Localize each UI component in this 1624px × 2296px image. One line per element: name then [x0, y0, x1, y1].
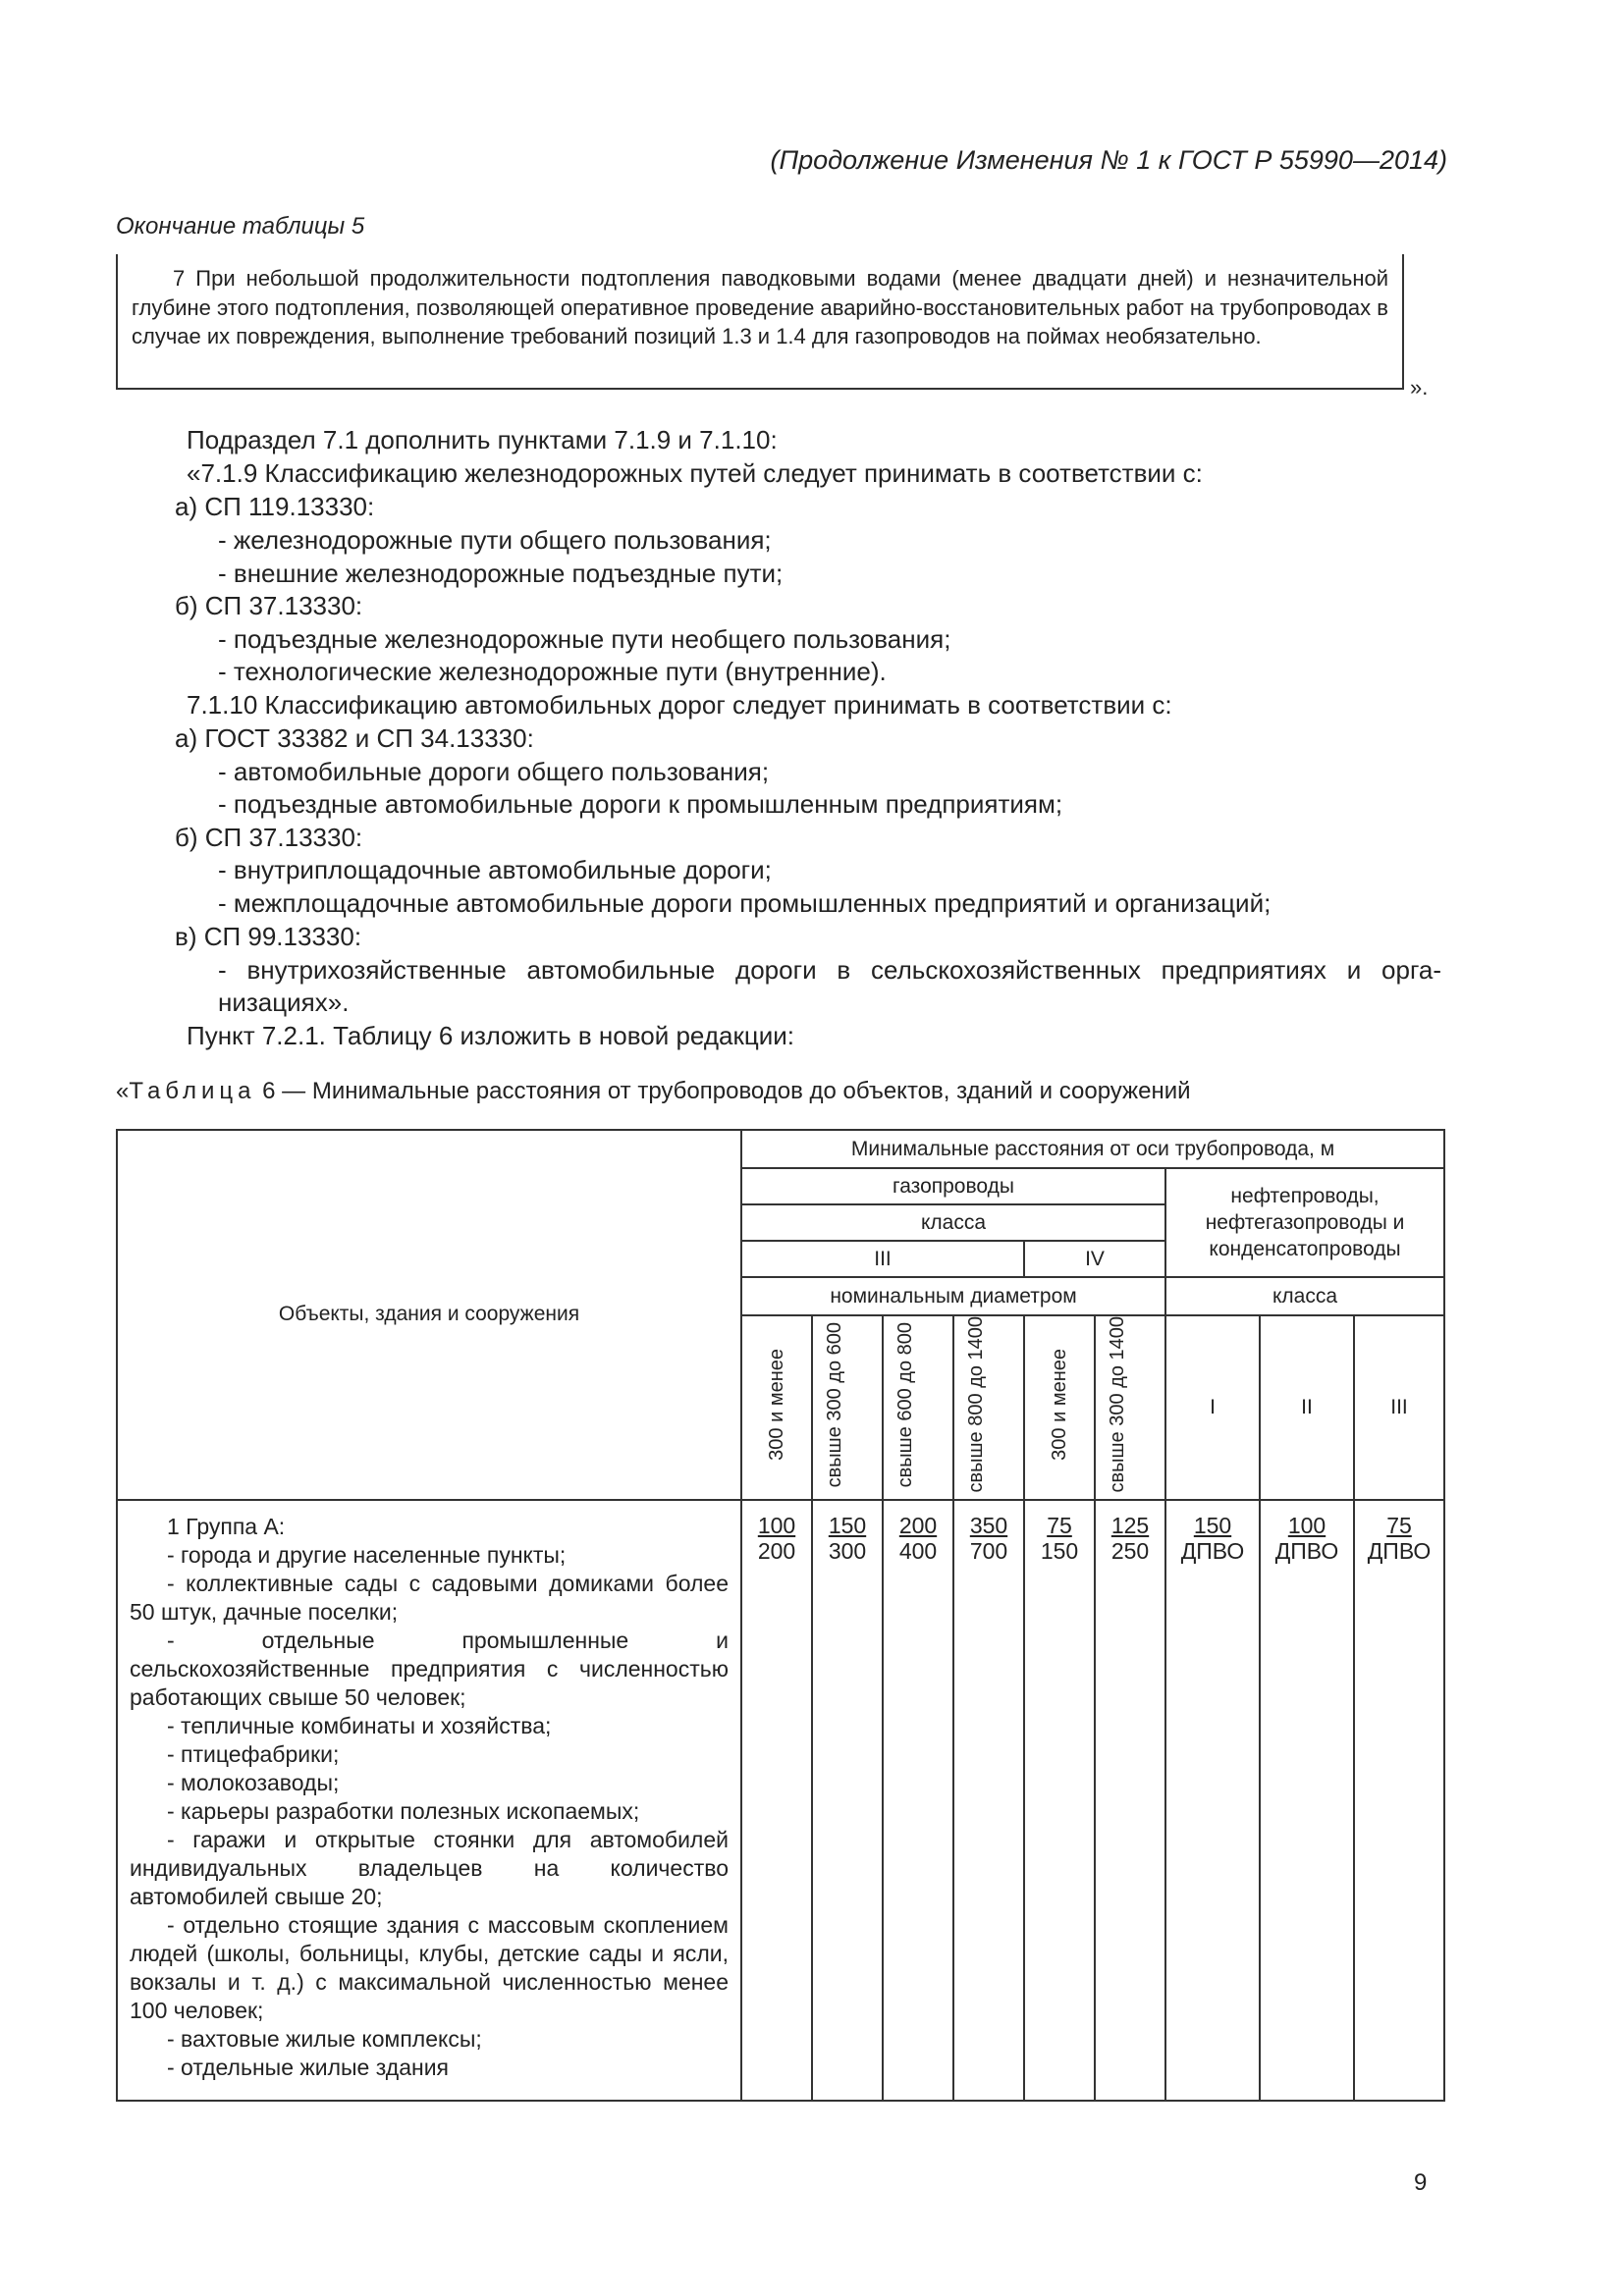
table6-title-prefix: « — [116, 1078, 130, 1104]
row1-item: - отдельные жилые здания — [167, 2054, 449, 2080]
body-line: - внутрихозяйственные автомобильные дороги в сельскохозяйственных предприятиях и орга- — [218, 955, 1441, 985]
diam-col-2 — [812, 1315, 883, 1500]
row1-value — [1024, 1500, 1095, 2101]
table5-note-text: 7 При небольшой продолжительности подтопления паводковыми водами (менее двадцати дней) и незначительной глубине этого подтопления, позволяющей оперативное проведение аварийно-восстановительных работ на трубопроводах в случае их повреждения, выполнение требований позиций 1.3 и 1.4 для газопроводов на поймах необязательно. — [132, 266, 1388, 348]
body-line: Подраздел 7.1 дополнить пунктами 7.1.9 и 7.1.10: — [187, 425, 778, 454]
body-line: - подъездные железнодорожные пути необщего пользования; — [218, 624, 951, 654]
body-line: в) СП 99.13330: — [175, 922, 362, 951]
row1-item: - коллективные сады с садовыми домиками более 50 штук, дачные поселки; — [130, 1570, 729, 1625]
diam-col-5 — [1024, 1315, 1095, 1500]
value-top: 150 — [1193, 1512, 1232, 1538]
value-top: 350 — [969, 1512, 1008, 1538]
oil-col-2: II — [1260, 1315, 1354, 1500]
value-bottom: 700 — [969, 1537, 1008, 1564]
body-line: - автомобильные дороги общего пользования; — [218, 757, 770, 786]
header-objects: Объекты, здания и сооружения — [117, 1130, 741, 1500]
row1-value — [812, 1500, 883, 2101]
row1-value — [741, 1500, 812, 2101]
diam-col-label: свыше 600 до 800 — [894, 1321, 916, 1487]
table6-title-rest: 6 — Минимальные расстояния от трубопроводов до объектов, зданий и сооружений — [255, 1078, 1191, 1104]
value-bottom: 150 — [1040, 1537, 1079, 1564]
header-oil-class: класса — [1165, 1277, 1444, 1315]
row1-item: - вахтовые жилые комплексы; — [167, 2025, 482, 2052]
diam-col-1 — [741, 1315, 812, 1500]
body-line: - железнодорожные пути общего пользования; — [218, 525, 772, 555]
row1-title: 1 Группа А: — [167, 1513, 286, 1539]
body-line: «7.1.9 Классификацию железнодорожных путей следует принимать в соответствии с: — [187, 458, 1203, 488]
header-nominal-diameter: номинальным диаметром — [741, 1277, 1165, 1315]
header-min-distance: Минимальные расстояния от оси трубопровода, м — [741, 1130, 1444, 1168]
diam-col-label: свыше 800 до 1400 — [965, 1316, 987, 1493]
row1-value — [1354, 1500, 1444, 2101]
row1-value — [1165, 1500, 1260, 2101]
row1-item: - отдельные промышленные и сельскохозяйственные предприятия с численностью работающих свыше 50 человек; — [130, 1627, 729, 1710]
row1-item: - молокозаводы; — [167, 1769, 340, 1795]
header-class-3: III — [741, 1241, 1024, 1277]
body-line: Пункт 7.2.1. Таблицу 6 изложить в новой редакции: — [187, 1021, 794, 1050]
row1-item: - города и другие населенные пункты; — [167, 1541, 567, 1568]
diam-col-3 — [883, 1315, 953, 1500]
body-line: 7.1.10 Классификацию автомобильных дорог следует принимать в соответствии с: — [187, 690, 1172, 720]
row1-objects — [117, 1500, 741, 2101]
body-line: а) СП 119.13330: — [175, 492, 375, 521]
body-line: - технологические железнодорожные пути (внутренние). — [218, 657, 887, 686]
table5-note-box — [116, 254, 1404, 390]
table6-title-word: Таблица — [129, 1078, 256, 1104]
body-line: б) СП 37.13330: — [175, 591, 363, 620]
header-gas-class: класса — [741, 1204, 1165, 1241]
value-top: 125 — [1110, 1512, 1150, 1538]
body-line: низациях». — [218, 988, 350, 1017]
body-line: - подъездные автомобильные дороги к промышленным предприятиям; — [218, 789, 1063, 819]
diam-col-label: свыше 300 до 1400 — [1107, 1316, 1128, 1493]
value-bottom: ДПВО — [1367, 1537, 1432, 1564]
row1-item: - тепличные комбинаты и хозяйства; — [167, 1712, 552, 1738]
page-number: 9 — [1414, 2169, 1428, 2196]
row1-value — [883, 1500, 953, 2101]
value-top: 75 — [1047, 1512, 1072, 1538]
table6-title — [116, 1078, 1191, 1105]
diam-col-6 — [1095, 1315, 1165, 1500]
value-top: 200 — [898, 1512, 938, 1538]
value-bottom: ДПВО — [1180, 1537, 1245, 1564]
value-bottom: 200 — [757, 1537, 796, 1564]
continuation-header: (Продолжение Изменения № 1 к ГОСТ Р 55990—2014) — [770, 145, 1447, 175]
value-top: 100 — [757, 1512, 796, 1538]
diam-col-label: 300 и менее — [765, 1348, 787, 1461]
row1-value — [1095, 1500, 1165, 2101]
value-top: 75 — [1386, 1512, 1412, 1538]
body-line: - внешние железнодорожные подъездные пути; — [218, 559, 784, 588]
row1-value — [1260, 1500, 1354, 2101]
diam-col-label: свыше 300 до 600 — [824, 1321, 845, 1487]
table5-end-caption: Окончание таблицы 5 — [116, 213, 365, 240]
table6 — [116, 1129, 1445, 2102]
diam-col-4 — [953, 1315, 1024, 1500]
body-line: а) ГОСТ 33382 и СП 34.13330: — [175, 723, 534, 753]
table5-closing-quote: ». — [1410, 375, 1429, 400]
header-oil-pipelines: нефтепроводы, нефтегазопроводы и конденсатопроводы — [1165, 1168, 1444, 1277]
row1-item: - птицефабрики; — [167, 1740, 340, 1767]
value-top: 150 — [828, 1512, 867, 1538]
body-line: - внутриплощадочные автомобильные дороги; — [218, 855, 772, 884]
row1-item: - гаражи и открытые стоянки для автомобилей индивидуальных владельцев на количество автомобилей свыше 20; — [130, 1826, 729, 1909]
oil-col-1: I — [1165, 1315, 1260, 1500]
header-class-4: IV — [1024, 1241, 1165, 1277]
value-bottom: 300 — [828, 1537, 867, 1564]
value-bottom: 250 — [1110, 1537, 1150, 1564]
diam-col-label: 300 и менее — [1048, 1348, 1070, 1461]
row1-item: - отдельно стоящие здания с массовым скоплением людей (школы, больницы, клубы, детские сады и ясли, вокзалы и т. д.) с максимальной численностью менее 100 человек; — [130, 1911, 729, 2023]
row1-value — [953, 1500, 1024, 2101]
value-top: 100 — [1287, 1512, 1326, 1538]
value-bottom: ДПВО — [1274, 1537, 1339, 1564]
header-gas-pipelines: газопроводы — [741, 1168, 1165, 1204]
row1-item: - карьеры разработки полезных ископаемых; — [167, 1797, 640, 1824]
value-bottom: 400 — [898, 1537, 938, 1564]
body-line: б) СП 37.13330: — [175, 823, 363, 852]
oil-col-3: III — [1354, 1315, 1444, 1500]
body-line: - межплощадочные автомобильные дороги промышленных предприятий и организаций; — [218, 888, 1272, 918]
